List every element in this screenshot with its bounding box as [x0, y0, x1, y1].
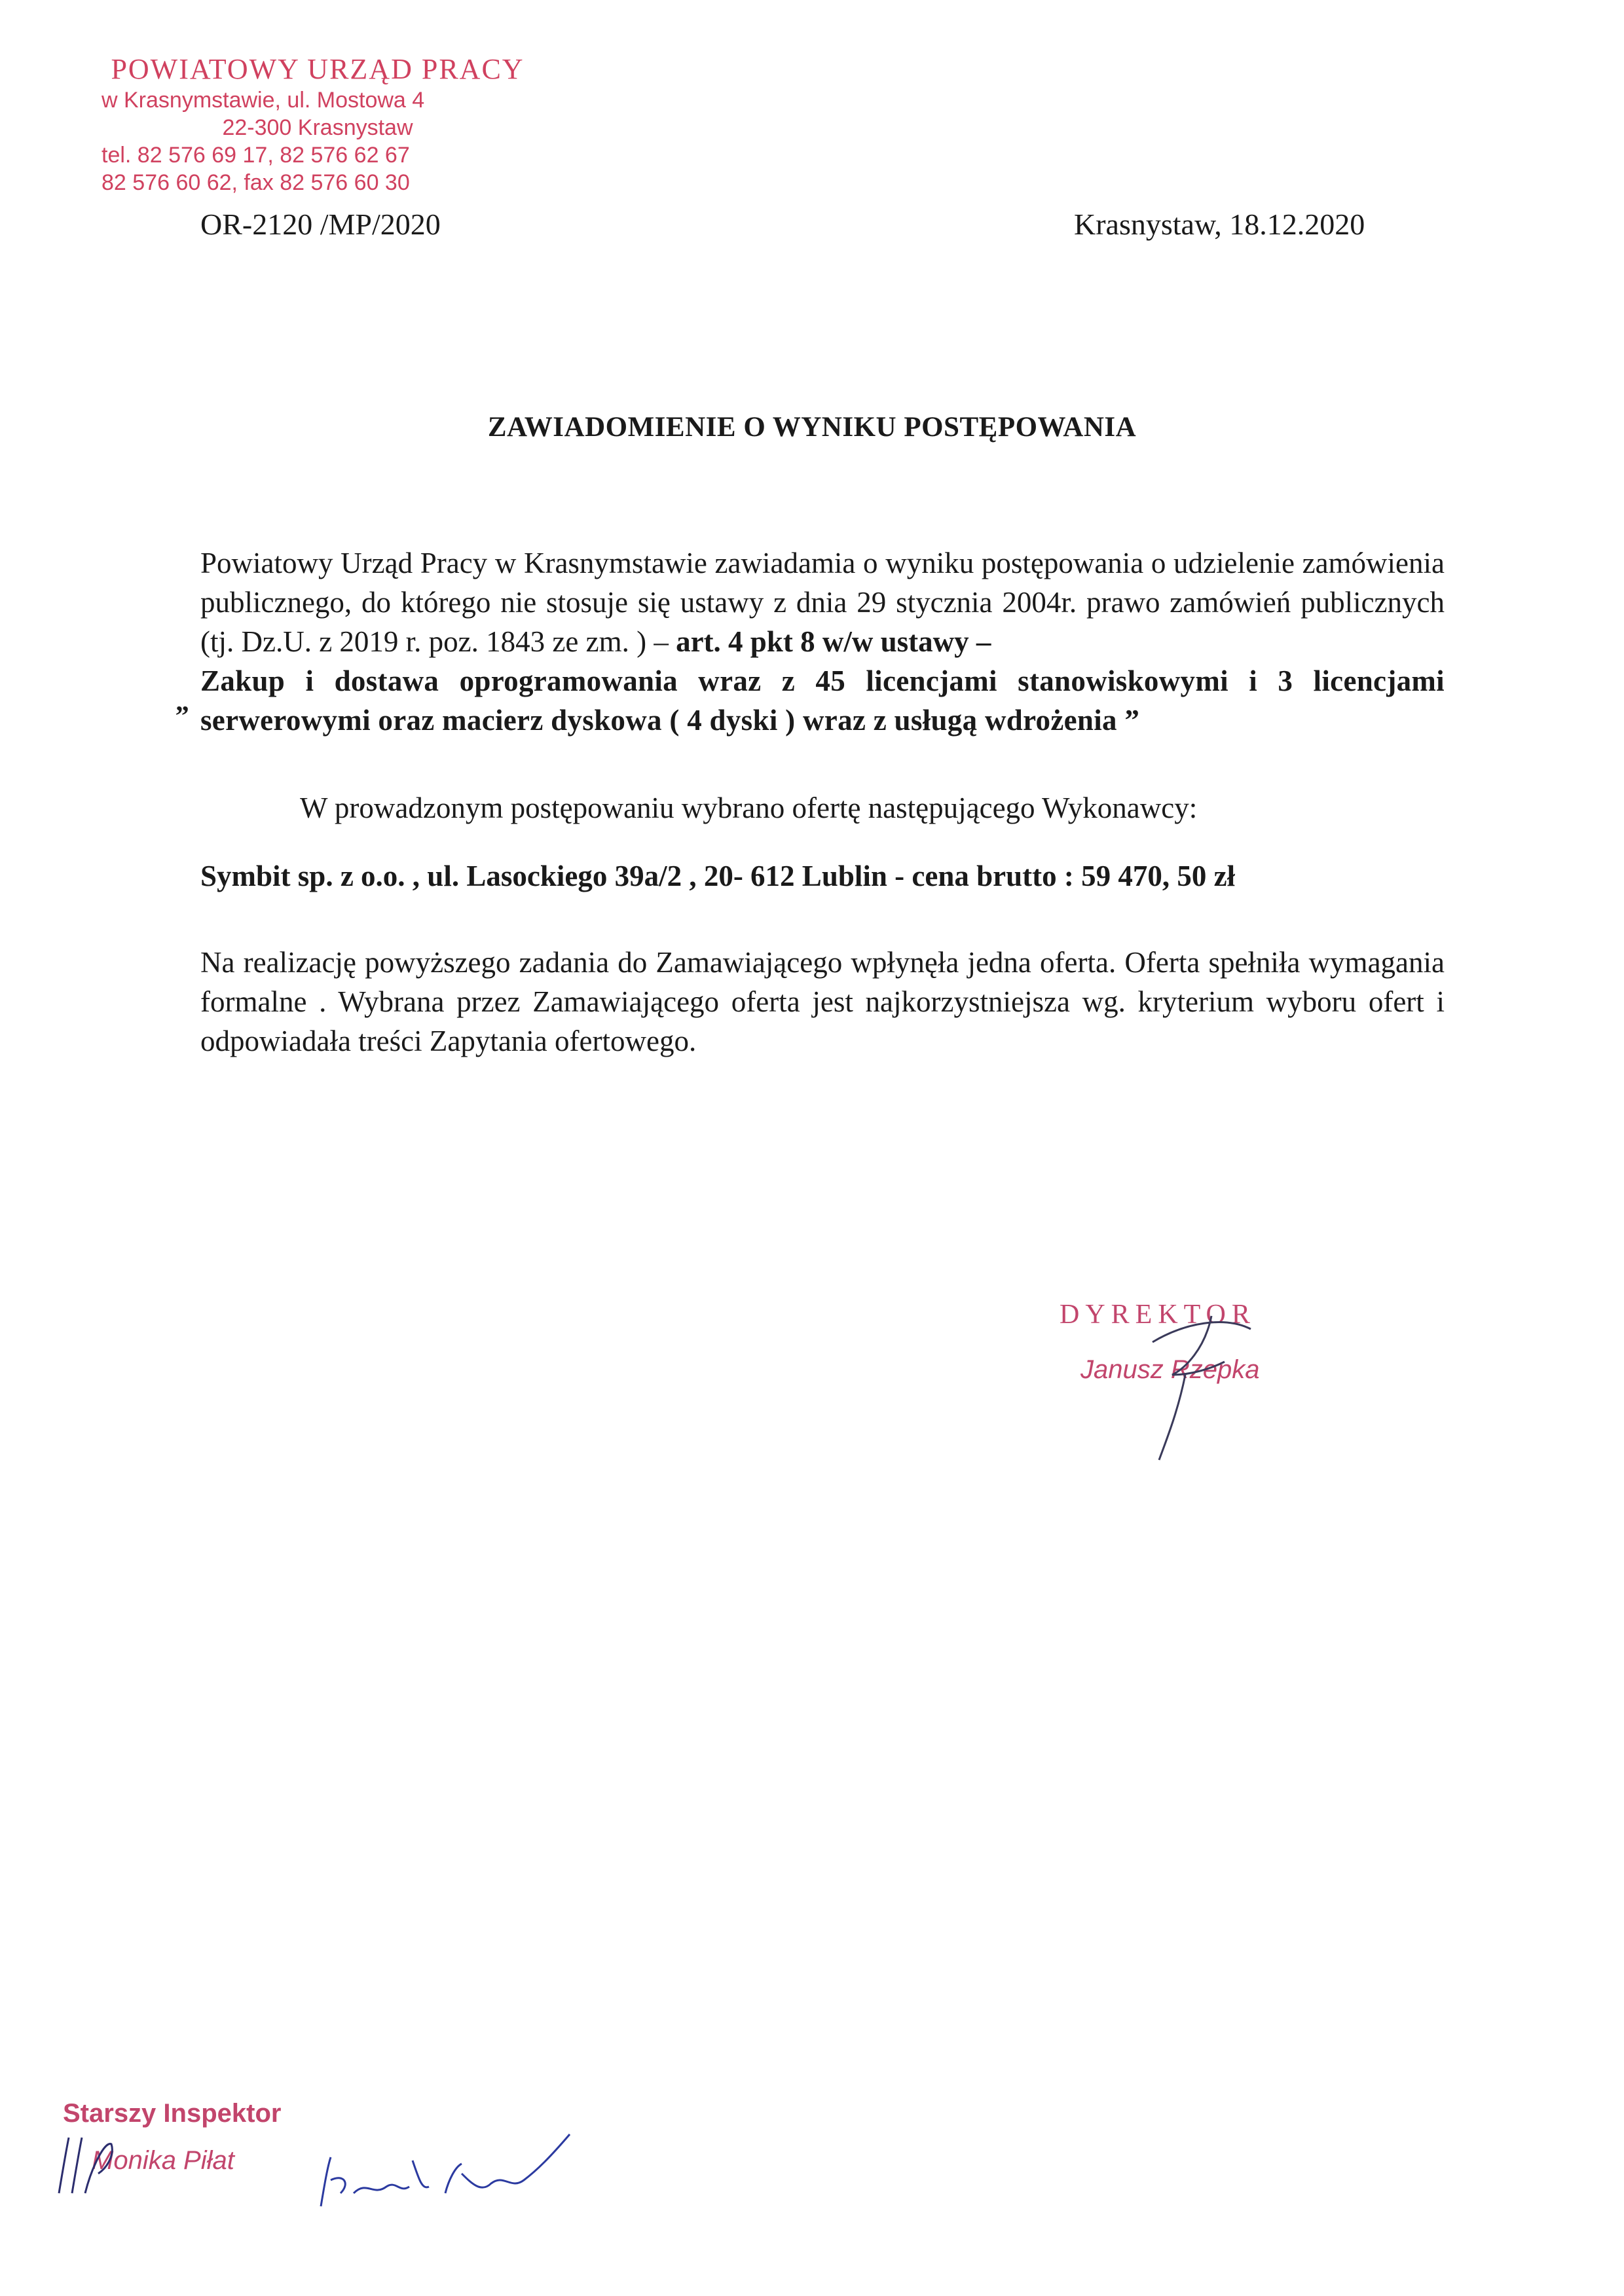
intro-paragraph: [200, 543, 1445, 740]
second-signature: [314, 2121, 589, 2219]
document-title: ZAWIADOMIENIE O WYNIKU POSTĘPOWANIA: [487, 412, 1137, 443]
place-and-date: Krasnystaw, 18.12.2020: [1074, 208, 1365, 241]
intro-text: Powiatowy Urząd Pracy w Krasnymstawie zawiadamia o wyniku postępowania o udzielenie zamówienia publicznego, do którego nie stosuje się ustawy z dnia 29 stycznia 2004r. prawo zamówień publicznych (tj. Dz.U. z 2019 r. poz. 1843 ze zm. ) –: [200, 547, 1445, 658]
winning-contractor: Symbit sp. z o.o. , ul. Lasockiego 39a/2 , 20- 612 Lublin - cena brutto : 59 470, 50 zł: [200, 860, 1236, 892]
reference-number: OR-2120 /MP/2020: [200, 208, 441, 241]
inspector-signature: [46, 2128, 118, 2200]
stamp-address: w Krasnymstawie, ul. Mostowa 4: [101, 88, 425, 113]
closing-paragraph: Na realizację powyższego zadania do Zamawiającego wpłynęła jedna oferta. Oferta spełniła wymagania formalne . Wybrana przez Zamawiającego oferta jest najkorzystniejsza wg. kryterium wyboru ofert i odpowiadała treści Zapytania ofertowego.: [200, 946, 1445, 1057]
director-signature: [1113, 1296, 1283, 1467]
selection-statement: W prowadzonym postępowaniu wybrano ofertę następującego Wykonawcy:: [300, 792, 1198, 824]
inspector-stamp-name: Monika Piłat: [92, 2146, 234, 2175]
legal-basis: art. 4 pkt 8 w/w ustawy –: [676, 625, 991, 658]
director-stamp-title: DYREKTOR: [1060, 1300, 1256, 1330]
inspector-stamp-title: Starszy Inspektor: [63, 2099, 282, 2128]
stamp-fax: 82 576 60 62, fax 82 576 60 30: [101, 170, 410, 195]
stamp-office-name: POWIATOWY URZĄD PRACY: [111, 53, 525, 85]
office-stamp: [101, 52, 534, 196]
procurement-subject: Zakup i dostawa oprogramowania wraz z 45 licencjami stanowiskowymi i 3 licencjami serwerowymi oraz macierz dyskowa ( 4 dyski ) wraz z usługą wdrożenia ”: [200, 665, 1445, 737]
stamp-postcode: 22-300 Krasnystaw: [222, 115, 413, 140]
opening-quote: „: [175, 687, 189, 717]
director-stamp-name: Janusz Rzepka: [1080, 1355, 1260, 1384]
stamp-phone: tel. 82 576 69 17, 82 576 62 67: [101, 143, 410, 168]
